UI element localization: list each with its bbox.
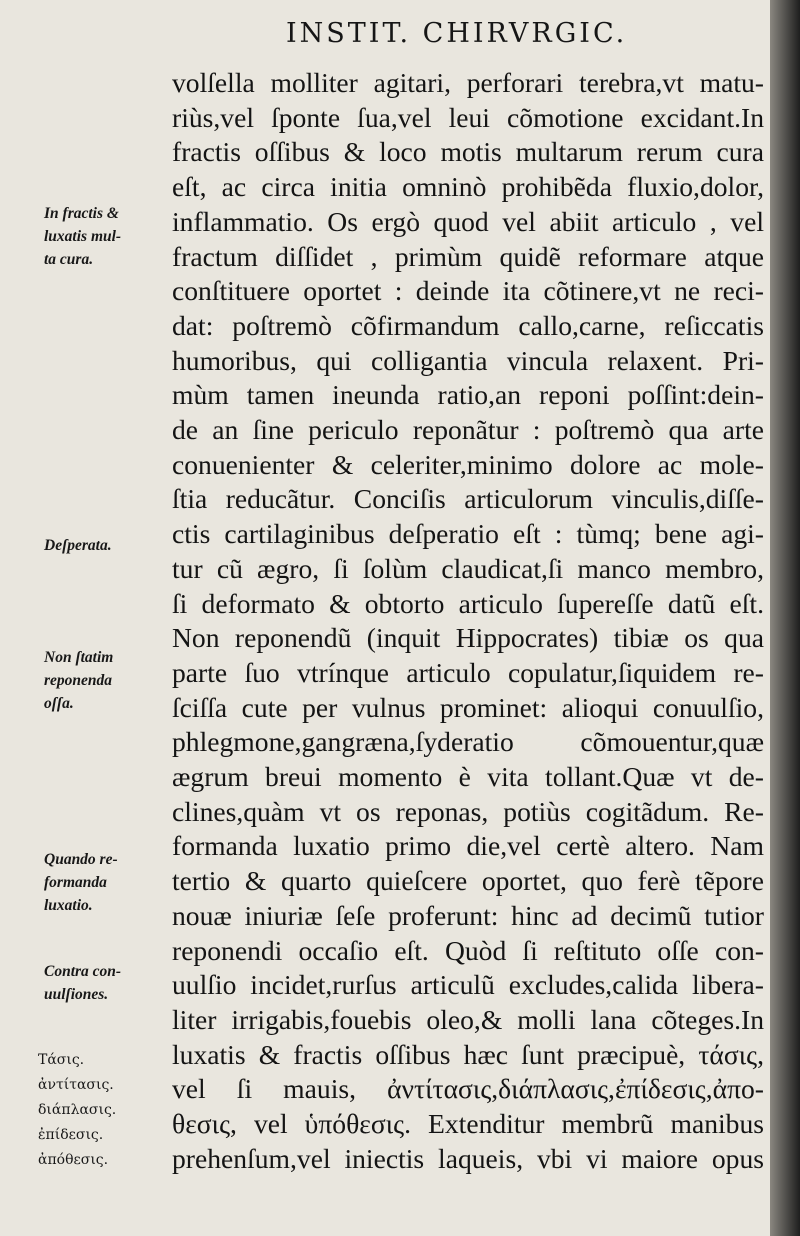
text-line: conuenienter & celeriter,minimo dolore ac mole- bbox=[172, 448, 764, 480]
margin-note-line: In fractis & bbox=[44, 205, 119, 222]
margin-note-greek-terms bbox=[38, 1048, 166, 1173]
margin-note-line: oſſa. bbox=[44, 695, 74, 712]
margin-note-line: ἀντίτασις. bbox=[38, 1077, 114, 1093]
text-line: dat: poſtremò cõfirmandum callo,carne, reſiccatis bbox=[172, 309, 764, 341]
margin-note-line: uulſiones. bbox=[44, 986, 109, 1003]
text-line: conſtituere oportet : deinde ita cõtinere,vt ne reci- bbox=[172, 275, 764, 307]
margin-note-line: Τάσις. bbox=[38, 1052, 85, 1068]
text-line: humoribus, qui colligantia vincula relaxent. Pri- bbox=[172, 344, 764, 376]
text-line: luxatis & fractis oſſibus hæc ſunt præcipuè, τάσις, bbox=[172, 1038, 764, 1070]
margin-note-line: luxatis mul- bbox=[44, 228, 122, 245]
running-header: INSTIT. CHIRVRGIC. bbox=[286, 18, 628, 49]
text-line: inflammatio. Os ergò quod vel abiit articulo , vel bbox=[172, 205, 764, 237]
margin-note-contra bbox=[44, 960, 172, 1006]
margin-note-line: formanda bbox=[44, 874, 107, 891]
text-line: vel ſi mauis, ἀντίτασις,διάπλασις,ἐπίδεσις,ἀπο- bbox=[172, 1073, 764, 1105]
margin-note-line: ἐπίδεσις. bbox=[38, 1127, 104, 1143]
margin-note-line: Quando re- bbox=[44, 851, 118, 868]
text-line: ſciſſa cute per vulnus prominet: alioqui conuulſio, bbox=[172, 691, 764, 723]
text-line: riùs,vel ſponte ſua,vel leui cõmotione excidant.In bbox=[172, 101, 764, 133]
margin-note-line: διάπλασις. bbox=[38, 1102, 117, 1118]
text-line: ſtia reducãtur. Conciſis articulorum vinculis,diſſe- bbox=[172, 483, 764, 515]
margin-note-line: Non ſtatim bbox=[44, 649, 114, 666]
text-line: fractis oſſibus & loco motis multarum rerum cura bbox=[172, 136, 764, 168]
text-line: parte ſuo vtrínque articulo copulatur,ſiquidem re- bbox=[172, 656, 764, 688]
text-line: θεσις, vel ὑπόθεσις. Extenditur membrũ manibus bbox=[172, 1108, 764, 1140]
text-line: Non reponendũ (inquit Hippocrates) tibiæ os qua bbox=[172, 622, 764, 654]
page-edge-shadow bbox=[770, 0, 800, 1236]
text-line: uulſio incidet,rurſus articulũ excludes,calida libera- bbox=[172, 969, 764, 1001]
text-line: reponendi occaſio eſt. Quòd ſi reſtituto oſſe con- bbox=[172, 934, 764, 966]
margin-note-line: reponenda bbox=[44, 672, 113, 689]
text-line: fractum diſſidet , primùm quidẽ reformare atque bbox=[172, 240, 764, 272]
margin-note-fractures bbox=[44, 202, 172, 271]
text-line: phlegmone,gangræna,ſyderatio cõmouentur,quæ bbox=[172, 726, 764, 758]
main-text-block bbox=[172, 66, 764, 1177]
margin-note-line: Deſperata. bbox=[44, 537, 112, 554]
text-line: nouæ iniuriæ ſeſe proferunt: hinc ad decimũ tutior bbox=[172, 899, 764, 931]
text-line: de an ſine periculo reponãtur : poſtremò qua arte bbox=[172, 414, 764, 446]
margin-note-quando bbox=[44, 848, 172, 917]
margin-note-desperata bbox=[44, 534, 172, 557]
text-line: prehenſum,vel iniectis laqueis, vbi vi maiore opus bbox=[172, 1142, 764, 1174]
margin-note-non-statim bbox=[44, 646, 172, 715]
text-line: ægrum breui momento è vita tollant.Quæ vt de- bbox=[172, 761, 764, 793]
text-line: mùm tamen ineunda ratio,an reponi poſſint:dein- bbox=[172, 379, 764, 411]
margin-note-line: luxatio. bbox=[44, 897, 93, 914]
text-line: liter irrigabis,fouebis oleo,& molli lana cõteges.In bbox=[172, 1003, 764, 1035]
margin-note-line: ta cura. bbox=[44, 251, 94, 268]
text-line: eſt, ac circa initia omninò prohibẽda fluxio,dolor, bbox=[172, 171, 764, 203]
text-line: ſi deformato & obtorto articulo ſupereſſe datũ eſt. bbox=[172, 587, 764, 619]
text-line: tur cũ ægro, ſi ſolùm claudicat,ſi manco membro, bbox=[172, 552, 764, 584]
text-line: volſella molliter agitari, perforari terebra,vt matu- bbox=[172, 67, 764, 98]
text-line: ctis cartilaginibus deſperatio eſt : tùmq; bene agi- bbox=[172, 518, 764, 550]
text-line: clines,quàm vt os reponas, potiùs cogitãdum. Re- bbox=[172, 795, 764, 827]
margin-note-line: Contra con- bbox=[44, 963, 122, 980]
text-line: formanda luxatio primo die,vel certè altero. Nam bbox=[172, 830, 764, 862]
margin-note-line: ἀπόθεσις. bbox=[38, 1152, 109, 1168]
text-line: tertio & quarto quieſcere oportet, quo ferè tẽpore bbox=[172, 865, 764, 897]
